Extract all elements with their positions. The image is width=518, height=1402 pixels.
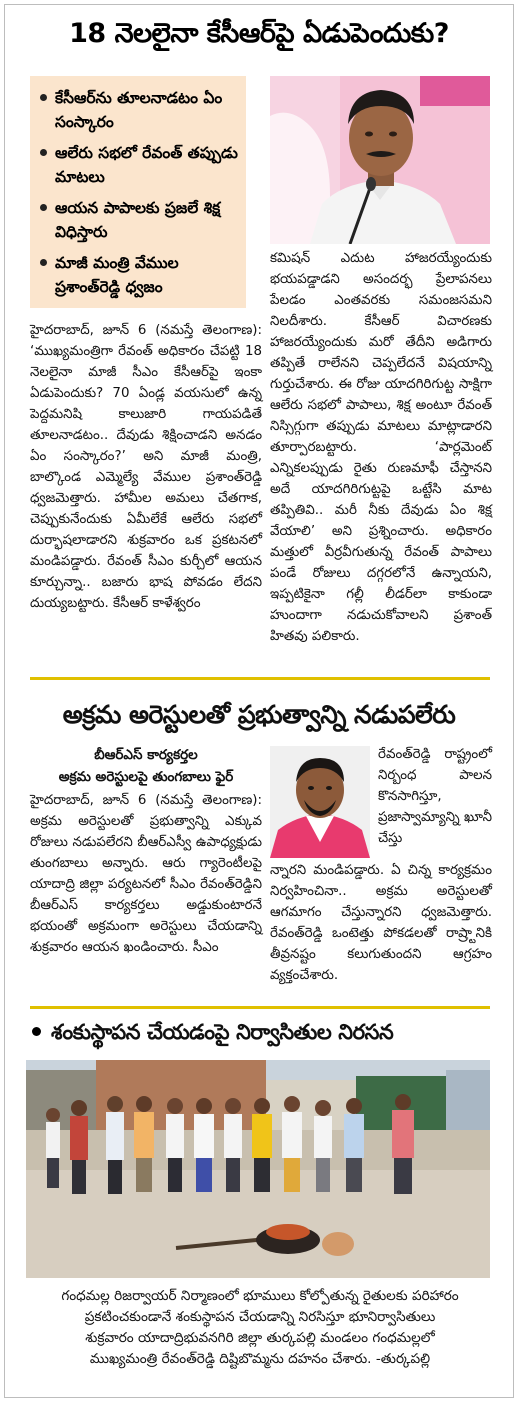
article1-dateline: హైదరాబాద్, జూన్ 6 (నమస్తే తెలంగాణ): (30, 323, 262, 338)
article1-body-left-column (30, 320, 262, 614)
article1-highlights-box (30, 76, 246, 308)
article2-body-right-top: రేవంత్‌రెడ్డి రాష్ట్రంలో నిర్బంధ పాలన కొనసాగిస్తూ, ప్రజాస్వామ్యాన్ని ఖూనీ చేస్తు (378, 747, 492, 846)
article2-body-left: అక్రమ అరెస్టులతో ప్రభుత్వాన్ని ఎక్కువ రోజులు నడుపలేరని బీఆర్‌ఎస్వీ ఉపాధ్యక్షుడు తుంగబాలు అన్నారు. ఆరు గ్యారెంటీలపై యాదాద్రి జిల్లా పర్యటనలో సీఎం రేవంత్‌రెడ్డిని బీఆర్‌ఎస్ కార్యకర్తలు అడ్డుకుంటారనే భయంతో అక్రమంగా అరెస్టులు చేయడాన్ని శుక్రవారం ఆయన ఖండించారు. సీఎం (30, 814, 262, 955)
article1-photo-speaker (270, 76, 490, 244)
caption-line: ముఖ్యమంత్రి రేవంత్‌రెడ్డి దిష్టిబొమ్మను దహనం చేశారు. -తుర్కపల్లి (89, 1351, 431, 1367)
article2-subheadline-line2: అక్రమ అరెస్టులపై తుంగబాలు ఫైర్ (58, 769, 234, 785)
article1-body-left: ‘ముఖ్యమంత్రిగా రేవంత్ అధికారం చేపట్టి 18 నెలలైనా మాజీ సీఎం కేసీఆర్‌పై ఇంకా ఏడుపెందుకు? 70 ఏండ్ల వయసులో ఉన్న పెద్దమనిషి కాలుజారి గాయపడితే తూలనాడటం.. దేవుడు శిక్షించాడని అనడం ఏం సంస్కారం?’ అని మాజీ మంత్రి, బాల్కొండ ఎమ్మెల్యే వేముల ప్రశాంత్‌రెడ్డి ధ్వజమెత్తారు. హామీల అమలు చేతగాక, చెప్పుకునేందుకు ఏమీలేకే ఆలేరు సభలో దుర్భాషలాడారని శుక్రవారం ఒక ప్రకటనలో మండిపడ్డారు. రేవంత్ సీఎం కుర్చీలో ఆయన కూర్చున్నా.. బజారు భాష పోవడం లేదని దుయ్యబట్టారు. కేసీఆర్ కాళేశ్వరం (30, 344, 262, 611)
highlight-text: మాజీ మంత్రి వేముల ప్రశాంత్‌రెడ్డి ధ్వజం (55, 254, 179, 296)
article1-headline: 18 నెలలైనా కేసీఆర్‌పై ఏడుపెందుకు? (69, 18, 449, 49)
highlight-item (40, 86, 238, 134)
article2-body-left-column (30, 790, 262, 958)
article2-body-right: న్నారని మండిపడ్డారు. ఏ చిన్న కార్యక్రమం నిర్వహించినా.. అక్రమ అరెస్టులతో ఆగమాగం చేస్తున్నారని ధ్వజమెత్తారు. రేవంత్‌రెడ్డి ఒంటెత్తు పోకడలతో రాష్ర్టానికి తీవ్రనష్టం కలుగుతుందని ఆగ్రహం వ్యక్తంచేశారు. (270, 863, 492, 983)
highlight-text: కేసీఆర్‌ను తూలనాడటం ఏం సంస్కారం (55, 89, 223, 131)
article2-subheadline-line1: బీఆర్‌ఎస్ కార్యకర్తల (94, 747, 198, 763)
bullet-icon (40, 204, 47, 211)
highlight-item (40, 251, 238, 299)
article3-photo-protest (26, 1060, 490, 1278)
article3-photo-caption (30, 1286, 490, 1370)
bullet-icon (40, 259, 47, 266)
caption-line: శుక్రవారం యాదాద్రిభువనగిరి జిల్లా తుర్కపల్లి మండలం గంధమల్లలో (85, 1330, 435, 1346)
section-divider (30, 1006, 490, 1009)
highlight-item (40, 141, 238, 189)
caption-line: గంధమల్ల రిజర్వాయర్ నిర్మాణంలో భూములు కోల్పోతున్న రైతులకు పరిహారం (61, 1288, 459, 1304)
article2-dateline: హైదరాబాద్, జూన్ 6 (నమస్తే తెలంగాణ): (30, 793, 262, 808)
article3-headline-text: శంకుస్థాపన చేయడంపై నిర్వాసితుల నిరసన (51, 1020, 394, 1044)
article1-body-right-column: కమిషన్ ఎదుట హాజరయ్యేందుకు భయపడ్డాడని అసందర్భ ప్రేలాపనలు పేలడం ఎంతవరకు సమంజసమని నిలదీశారు. కేసీఆర్ విచారణకు హాజరయ్యేందుకు మరో తేదీని అడిగారు తప్పితే రాలేనని చెప్పలేదనే విషయాన్ని గుర్తుచేశారు. ఈ రోజు యాదగిరిగుట్ట సాక్షిగా ఆలేరు సభలో పాపాలు, శిక్ష అంటూ రేవంత్ నిస్సిగ్గుగా తప్పుడు మాటలు మాట్లాడారని తూర్పారబట్టారు. ‘పార్లమెంట్ ఎన్నికలప్పుడు రైతు రుణమాఫీ చేస్తానని అదే యాదగిరిగుట్టపై ఒట్టేసి మాట తప్పితివి.. మరీ నీకు దేవుడు ఏం శిక్ష వేయాలి’ అని ప్రశ్నించారు. అధికారం మత్తులో వీర్రవీగుతున్న రేవంత్ పాపాలు పండే రోజులు దగ్గరలోనే ఉన్నాయని, ఇప్పటికైనా గల్లీ లీడర్‌లా కాకుండా హుందాగా నడుచుకోవాలని ప్రశాంత్ హితవు పలికారు. (270, 251, 492, 644)
bullet-icon (40, 149, 47, 156)
caption-line: ప్రకటించకుండానే శంకుస్థాపన చేయడాన్ని నిరసిస్తూ భూనిర్వాసితులు (84, 1309, 436, 1325)
highlight-text: ఆయన పాపాలకు ప్రజలే శిక్ష విధిస్తారు (55, 199, 221, 241)
article2-headline: అక్రమ అరెస్టులతో ప్రభుత్వాన్ని నడుపలేరు (62, 700, 456, 729)
article3-headline (30, 1020, 490, 1050)
highlight-text: ఆలేరు సభలో రేవంత్ తప్పుడు మాటలు (55, 144, 238, 186)
section-divider (30, 677, 490, 680)
bullet-icon (40, 94, 47, 101)
article2-subheadline (30, 744, 262, 788)
article2-photo-portrait (270, 746, 370, 858)
bullet-icon (32, 1027, 41, 1036)
highlight-item (40, 196, 238, 244)
